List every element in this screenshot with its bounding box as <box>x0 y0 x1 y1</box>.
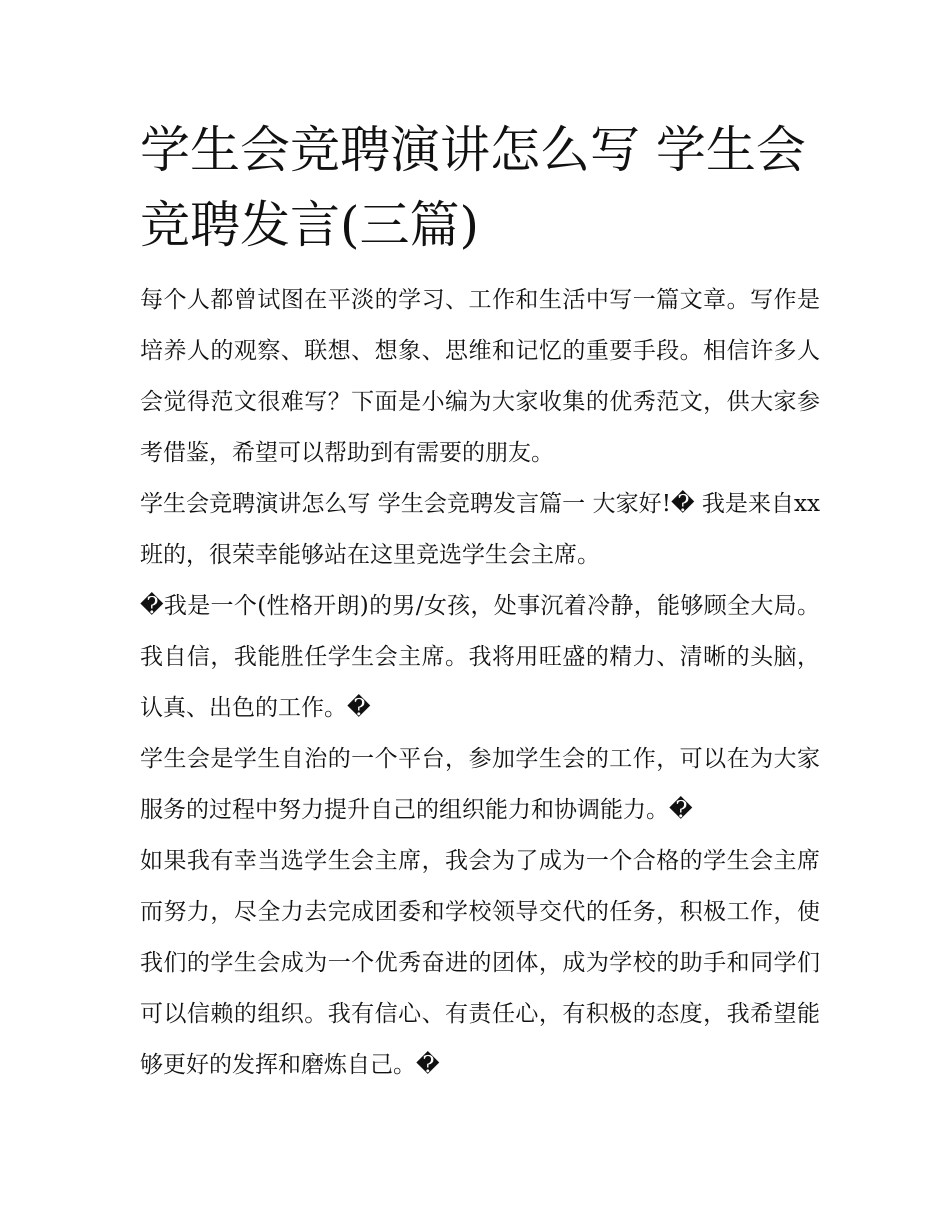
document-title: 学生会竞聘演讲怎么写 学生会竞聘发言(三篇) <box>140 121 806 254</box>
paragraph-student-union: 学生会是学生自治的一个平台，参加学生会的工作，可以在为大家服务的过程中努力提升自己的组织能力和协调能力。� <box>140 746 820 823</box>
paragraph-greeting: 学生会竞聘演讲怎么写 学生会竞聘发言篇一 大家好!� 我是来自xx班的，很荣幸能够站在这里竞选学生会主席。 <box>140 491 820 568</box>
paragraph-intro: 每个人都曾试图在平淡的学习、工作和生活中写一篇文章。写作是培养人的观察、联想、想象、思维和记忆的重要手段。相信许多人会觉得范文很难写？下面是小编为大家收集的优秀范文，供大家参考借鉴，希望可以帮助到有需要的朋友。 <box>140 287 820 466</box>
document-body <box>140 275 820 1091</box>
paragraph-self-intro: �我是一个(性格开朗)的男/女孩，处事沉着冷静，能够顾全大局。我自信，我能胜任学生会主席。我将用旺盛的精力、清晰的头脑，认真、出色的工作。� <box>140 593 820 721</box>
paragraph-commitment: 如果我有幸当选学生会主席，我会为了成为一个合格的学生会主席而努力，尽全力去完成团委和学校领导交代的任务，积极工作，使我们的学生会成为一个优秀奋进的团体，成为学校的助手和同学们可以信赖的组织。我有信心、有责任心，有积极的态度，我希望能够更好的发挥和磨炼自己。� <box>140 848 820 1078</box>
